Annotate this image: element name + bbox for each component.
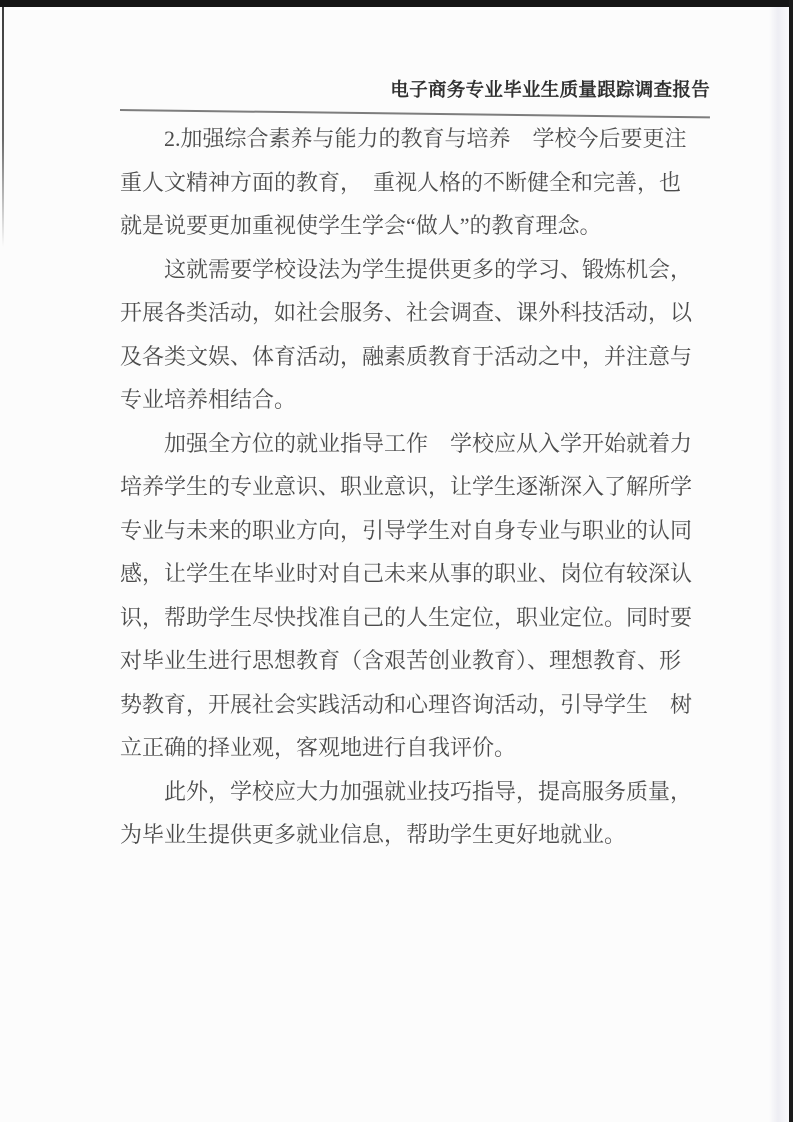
text-line: 感，让学生在毕业时对自己未来从事的职业、岗位有较深认 xyxy=(120,561,693,586)
paragraph-1 xyxy=(120,117,694,248)
text-line: 专业培养相结合。 xyxy=(120,387,297,412)
document-body xyxy=(120,117,694,857)
paragraph-3 xyxy=(120,422,694,770)
scan-artifact-top-edge xyxy=(0,0,793,7)
text-line: 此外，学校应大力加强就业技巧指导，提高服务质量， xyxy=(164,778,693,804)
text-line: 为毕业生提供更多就业信息，帮助学生更好地就业。 xyxy=(120,822,627,847)
paragraph-2 xyxy=(120,248,694,422)
text-line: 立正确的择业观，客观地进行自我评价。 xyxy=(120,735,517,760)
scan-artifact-right-shadow xyxy=(769,7,789,1122)
text-line: 及各类文娱、体育活动，融素质教育于活动之中，并注意与 xyxy=(120,343,693,369)
running-header-title: 电子商务专业毕业生质量跟踪调查报告 xyxy=(390,79,710,100)
text-line: 就是说要更加重视使学生学会“做人”的教育理念。 xyxy=(120,213,602,238)
text-line: 势教育，开展社会实践活动和心理咨询活动，引导学生 树 xyxy=(120,691,693,717)
text-line: 专业与未来的职业方向，引导学生对自身专业与职业的认同 xyxy=(120,517,693,543)
text-line: 2.加强综合素养与能力的教育与培养 学校今后要更注 xyxy=(164,126,687,151)
text-line: 重人文精神方面的教育， 重视人格的不断健全和完善，也 xyxy=(120,169,682,195)
text-line: 这就需要学校设法为学生提供更多的学习、锻炼机会， xyxy=(164,256,693,282)
text-line: 开展各类活动，如社会服务、社会调查、课外科技活动，以 xyxy=(120,300,693,325)
text-line: 加强全方位的就业指导工作 学校应从入学开始就着力 xyxy=(164,430,693,456)
paragraph-4 xyxy=(120,770,694,857)
text-line: 对毕业生进行思想教育（含艰苦创业教育）、理想教育、形 xyxy=(120,648,682,673)
text-line: 培养学生的专业意识、职业意识，让学生逐渐深入了解所学 xyxy=(120,474,693,499)
scan-artifact-right-edge xyxy=(789,0,793,1122)
scan-artifact-left-edge xyxy=(2,7,4,247)
text-line: 识，帮助学生尽快找准自己的人生定位，职业定位。同时要 xyxy=(120,604,693,630)
